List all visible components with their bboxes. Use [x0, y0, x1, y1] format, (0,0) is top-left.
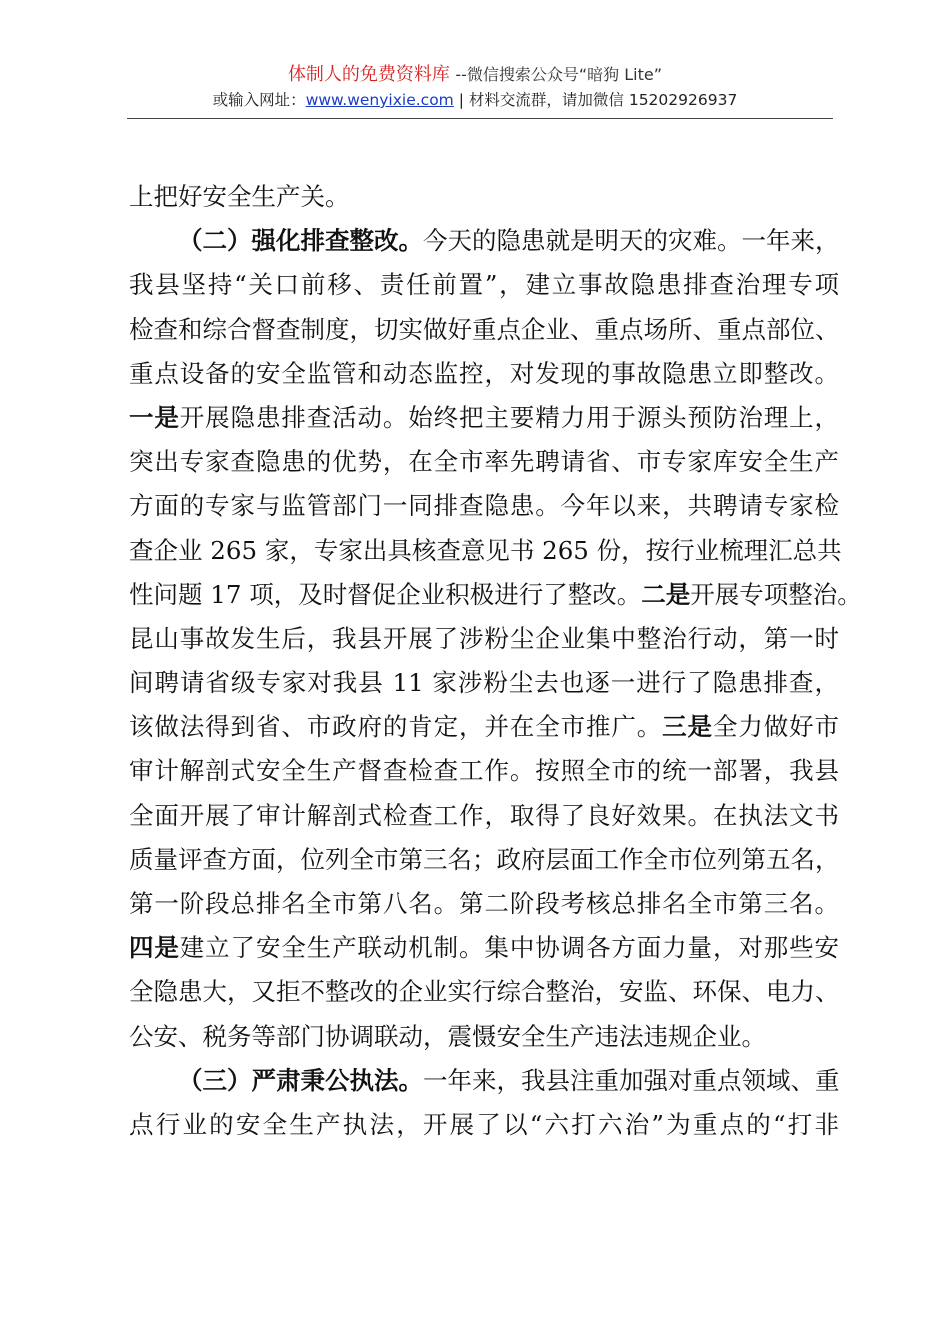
- text-segment: 我县坚持“关口前移、责任前置”，建立事故隐患排查治理专项: [129, 270, 839, 300]
- header-wechat-note: --微信搜索公众号“暗狗 Lite”: [455, 65, 663, 84]
- text-line: [129, 838, 839, 882]
- text-line: [129, 1015, 839, 1059]
- text-segment: 建立了安全生产联动机制。集中协调各方面力量，对那些安: [179, 933, 840, 963]
- text-line: [129, 749, 839, 793]
- header-url-link[interactable]: www.wenyixie.com: [305, 91, 454, 109]
- text-line: [129, 440, 839, 484]
- text-line: [129, 705, 839, 749]
- text-line: [129, 970, 839, 1014]
- document-body: [129, 175, 862, 1147]
- text-line: [129, 396, 839, 440]
- text-segment: 性问题 17 项，及时督促企业积极进行了整改。: [129, 579, 642, 609]
- text-segment: 间聘请省级专家对我县 11 家涉粉尘去也逐一进行了隐患排查，: [129, 668, 839, 698]
- bold-text-segment: （二）强化排查整改。: [178, 226, 423, 256]
- text-segment: 一年来，我县注重加强对重点领域、重: [423, 1065, 840, 1095]
- text-segment: 查企业 265 家，专家出具核查意见书 265 份，按行业梳理汇总共: [129, 535, 842, 565]
- text-segment: 质量评查方面，位列全市第三名；政府层面工作全市位列第五名，: [129, 844, 840, 874]
- text-segment: 该做法得到省、市政府的肯定，并在全市推广。: [129, 712, 663, 742]
- text-line: [129, 794, 839, 838]
- header-contact: 材料交流群，请加微信 15202926937: [468, 91, 738, 109]
- text-segment: 点行业的安全生产执法，开展了以“六打六治”为重点的“打非: [129, 1109, 839, 1139]
- header-brand[interactable]: 体制人的免费资料库: [287, 64, 450, 85]
- text-line: [129, 1103, 839, 1147]
- text-line: [129, 1059, 839, 1103]
- text-line: [129, 573, 862, 617]
- text-segment: 昆山事故发生后，我县开展了涉粉尘企业集中整治行动，第一时: [129, 623, 839, 653]
- text-line: [129, 617, 839, 661]
- page-header: [0, 62, 950, 112]
- text-line: [129, 175, 839, 219]
- text-line: [129, 219, 839, 263]
- text-line: [129, 661, 839, 705]
- bold-text-segment: 一是: [129, 402, 180, 432]
- text-segment: 上把好安全生产关。: [129, 182, 350, 211]
- text-segment: 审计解剖式安全生产督查检查工作。按照全市的统一部署，我县: [129, 756, 839, 786]
- text-segment: 今天的隐患就是明天的灾难。一年来，: [423, 226, 840, 256]
- text-line: [129, 352, 839, 396]
- text-line: [129, 484, 839, 528]
- text-line: [129, 529, 842, 573]
- text-segment: 开展专项整治。: [690, 579, 862, 609]
- text-line: [129, 926, 839, 970]
- text-segment: 公安、税务等部门协调联动，震慑安全生产违法违规企业。: [129, 1021, 766, 1051]
- header-line-1: [0, 62, 950, 88]
- text-segment: 突出专家查隐患的优势，在全市率先聘请省、市专家库安全生产: [129, 447, 839, 477]
- text-line: [129, 263, 839, 307]
- text-segment: 方面的专家与监管部门一同排查隐患。今年以来，共聘请专家检: [129, 491, 839, 521]
- text-segment: 检查和综合督查制度，切实做好重点企业、重点场所、重点部位、: [129, 314, 840, 344]
- text-segment: 开展隐患排查活动。始终把主要精力用于源头预防治理上，: [179, 402, 840, 432]
- bold-text-segment: 二是: [641, 579, 691, 609]
- header-divider: [127, 118, 833, 119]
- bold-text-segment: 三是: [662, 712, 713, 742]
- bold-text-segment: 四是: [129, 933, 180, 963]
- text-line: [129, 308, 839, 352]
- text-segment: 全力做好市: [712, 712, 840, 742]
- text-segment: 全面开展了审计解剖式检查工作，取得了良好效果。在执法文书: [129, 800, 839, 830]
- text-segment: 重点设备的安全监管和动态监控，对发现的事故隐患立即整改。: [129, 358, 839, 388]
- header-url-label: 或输入网址：: [212, 91, 306, 109]
- header-line-2: [0, 88, 950, 112]
- header-separator: |: [458, 91, 464, 109]
- text-line: [129, 882, 839, 926]
- text-segment: 第一阶段总排名全市第八名。第二阶段考核总排名全市第三名。: [129, 889, 839, 918]
- text-segment: 全隐患大，又拒不整改的企业实行综合整治，安监、环保、电力、: [129, 977, 840, 1007]
- bold-text-segment: （三）严肃秉公执法。: [178, 1065, 423, 1095]
